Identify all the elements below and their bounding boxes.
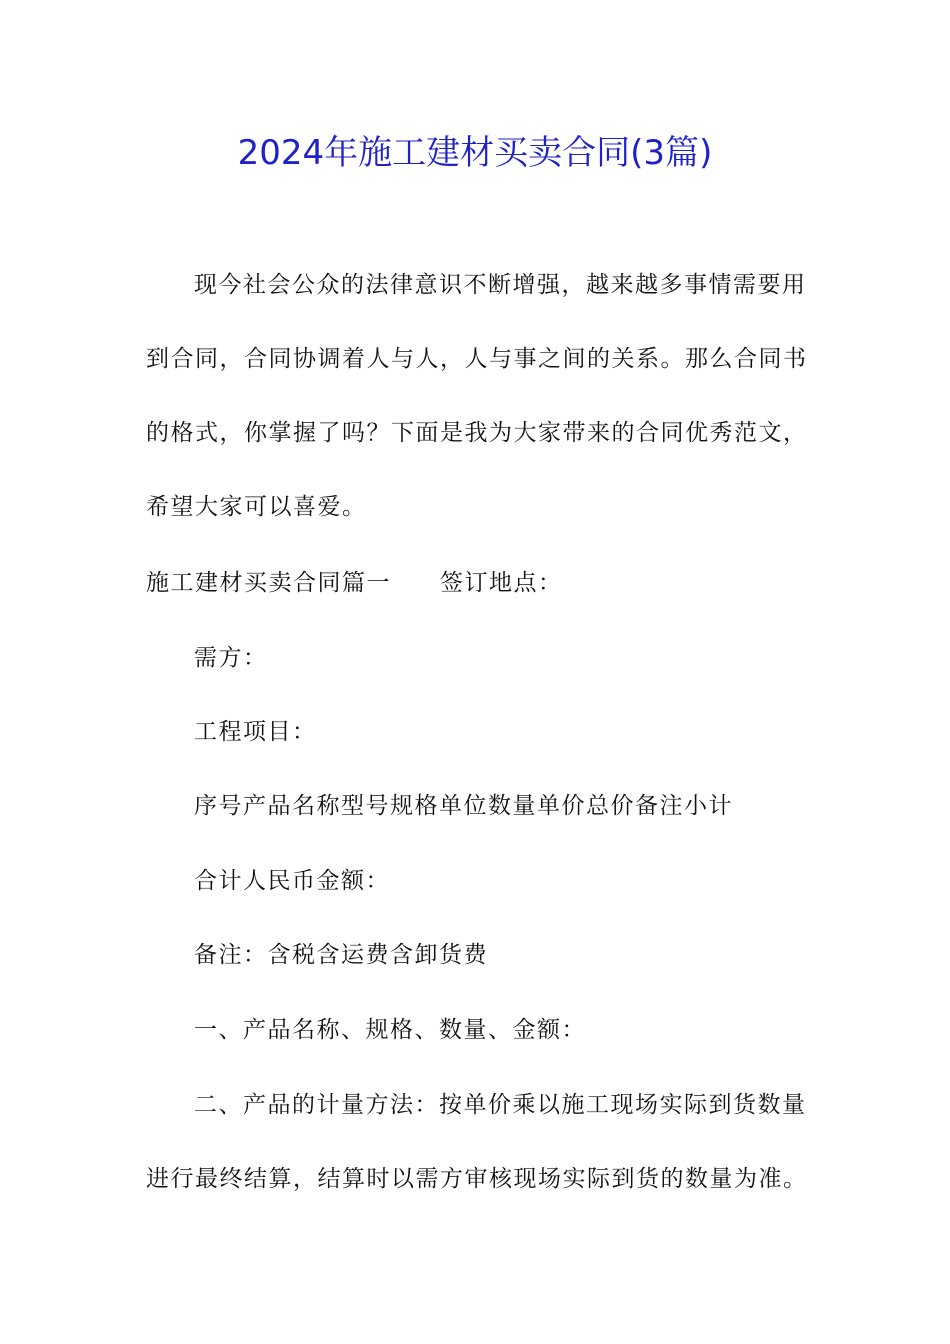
clause-one: 一、产品名称、规格、数量、金额： <box>194 1017 586 1043</box>
intro-line-4: 希望大家可以喜爱。 <box>146 494 367 520</box>
clause-two-line-2: 进行最终结算，结算时以需方审核现场实际到货的数量为准。 <box>146 1166 808 1192</box>
section-heading: 施工建材买卖合同篇一 签订地点： <box>146 570 563 596</box>
field-total-amount: 合计人民币金额： <box>194 868 390 894</box>
clause-two-line-1: 二、产品的计量方法：按单价乘以施工现场实际到货数量 <box>194 1092 807 1118</box>
intro-line-2: 到合同，合同协调着人与人，人与事之间的关系。那么合同书 <box>146 346 808 372</box>
field-buyer: 需方： <box>194 645 268 671</box>
field-project: 工程项目： <box>194 719 317 745</box>
intro-line-1: 现今社会公众的法律意识不断增强，越来越多事情需要用 <box>194 272 807 298</box>
intro-line-3: 的格式，你掌握了吗？下面是我为大家带来的合同优秀范文， <box>146 420 808 446</box>
field-remarks: 备注：含税含运费含卸货费 <box>194 942 488 968</box>
field-table-headers: 序号产品名称型号规格单位数量单价总价备注小计 <box>194 793 733 819</box>
document-title: 2024年施工建材买卖合同(3篇) <box>237 133 713 173</box>
